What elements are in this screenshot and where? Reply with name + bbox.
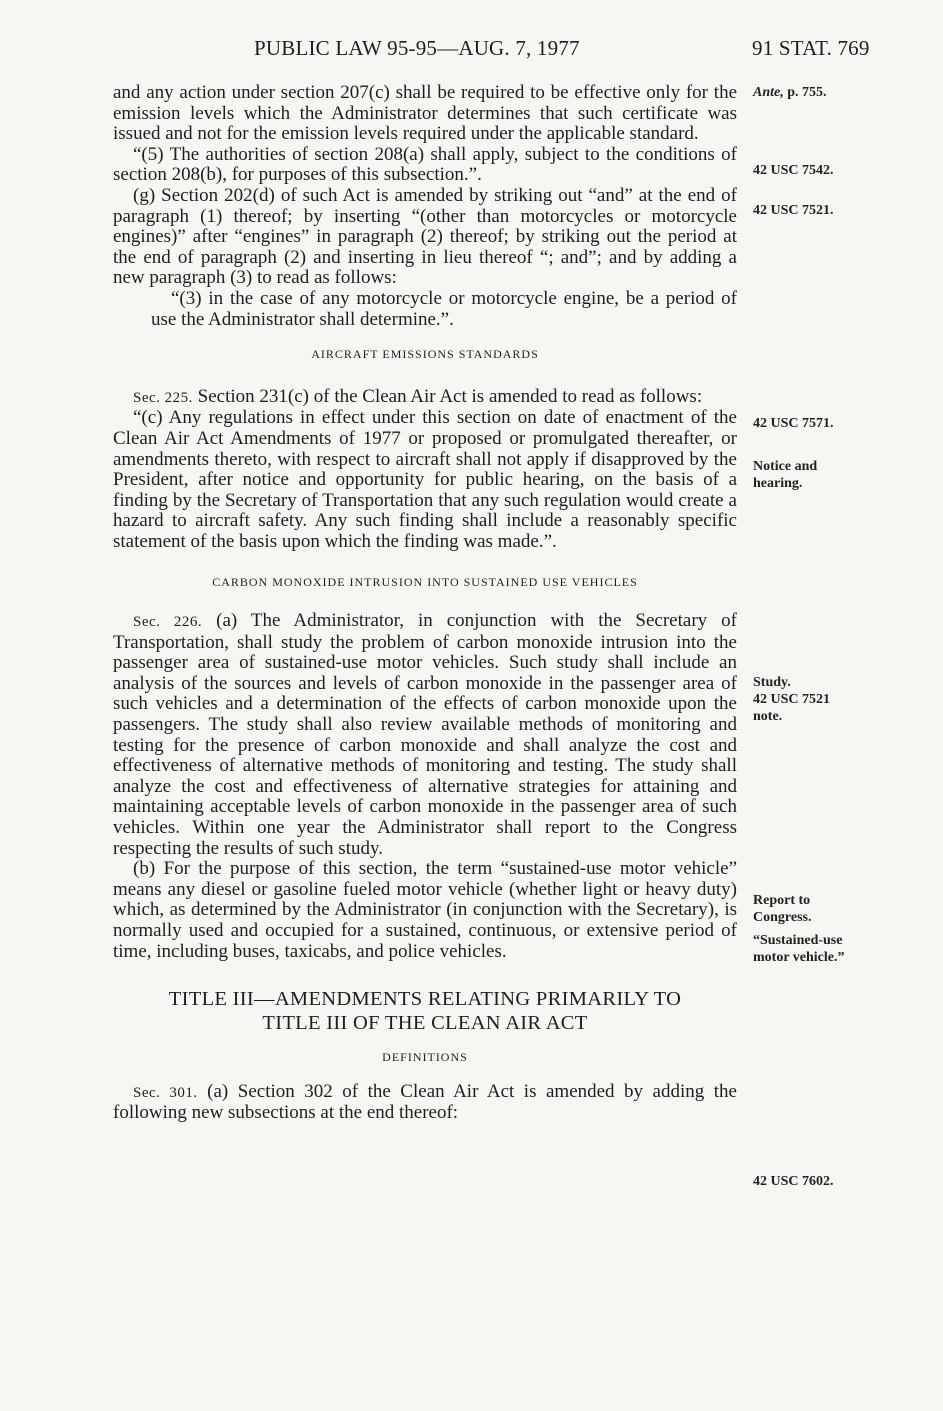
- margin-note-study: Study.: [753, 675, 791, 690]
- paragraph-continuation: and any action under section 207(c) shall be required to be effective only for the emission levels which the Administrator determines that such certificate was issued and not for the emission levels required under the applicable standard.: [113, 82, 737, 145]
- margin-note-ante: Ante, p. 755.: [753, 85, 827, 100]
- paragraph-subsection-b: (b) For the purpose of this section, the term “sustained-use motor vehicle” means any diesel or gasoline fueled motor vehicle (whether light or heavy duty) which, as determined by the Administrator (in conjunction with the Secretary), is normally used and occupied for a sustained, continuous, or extensive period of time, including buses, taxicabs, and police vehicles.: [113, 858, 737, 962]
- quoted-subsection-c: “(c) Any regulations in effect under this section on date of enactment of the Clean Air Act Amendments of 1977 or proposed or promulgated thereafter, or amendments thereto, with respect to aircraft shall not apply if disapproved by the President, after notice and opportunity for public hearing, on the basis of a finding by the Secretary of Transportation that any such regulation would create a hazard to aircraft safety. Any such finding shall include a reasonably specific statement of the basis upon which the finding was made.”.: [113, 407, 737, 552]
- running-header-title: PUBLIC LAW 95-95—AUG. 7, 1977: [254, 36, 580, 60]
- paragraph-subsection-g: (g) Section 202(d) of such Act is amended by striking out “and” at the end of paragraph (1) thereof; by inserting “(other than motorcycles or motorcycle engines)” after “engines” in paragraph (2) thereof; by striking out the period at the end of paragraph (2) and inserting in lieu thereof “; and”; and by adding a new paragraph (3) to read as follows:: [113, 184, 737, 289]
- margin-note-report-congress: Report to Congress.: [753, 893, 812, 925]
- margin-note-usc-7521: 42 USC 7521.: [753, 203, 834, 218]
- title-iii-heading: [113, 987, 737, 1035]
- section-text: (a) Section 302 of the Clean Air Act is amended by adding the following new subsections at the end thereof:: [113, 1080, 737, 1124]
- margin-note-notice-hearing: Notice and hearing.: [753, 459, 818, 491]
- section-label: Sec. 226.: [133, 614, 203, 631]
- margin-note-usc-7571: 42 USC 7571.: [753, 416, 834, 431]
- section-label: Sec. 225.: [133, 389, 193, 406]
- section-text: Section 231(c) of the Clean Air Act is amended to read as follows:: [192, 385, 703, 407]
- title-line-2: TITLE III OF THE CLEAN AIR ACT: [262, 1012, 588, 1035]
- quoted-paragraph-3: “(3) in the case of any motorcycle or motorcycle engine, be a period of use the Administrator shall determine.”.: [151, 287, 737, 330]
- margin-note-usc-7602: 42 USC 7602.: [753, 1174, 834, 1189]
- section-text: (a) The Administrator, in conjunction with the Secretary of Transportation, shall study the problem of carbon monoxide intrusion into the passenger area of sustained-use motor vehicles. Such study shall include an analysis of the sources and levels of carbon monoxide in the passenger area of such vehicles and a determination of the effects of carbon monoxide upon the passengers. The study shall also review available methods of monitoring and testing for the presence of carbon monoxide and shall analyze the cost and effectiveness of alternative methods of monitoring and testing. The study shall analyze the cost and effectiveness of alternative strategies for attaining and maintaining acceptable levels of carbon monoxide in the passenger area of such vehicles. Within one year the Administrator shall report to the Congress respecting the results of such study.: [113, 610, 737, 859]
- margin-note-sustained-use: “Sustained-use motor vehicle.”: [753, 933, 845, 965]
- section-226: [113, 611, 737, 859]
- title-line-1: TITLE III—AMENDMENTS RELATING PRIMARILY TO: [168, 988, 682, 1011]
- margin-note-usc-7542: 42 USC 7542.: [753, 163, 834, 178]
- section-heading-definitions: DEFINITIONS: [382, 1050, 468, 1065]
- main-text-column: [113, 83, 737, 1124]
- paragraph-subsection-5: “(5) The authorities of section 208(a) shall apply, subject to the conditions of section 208(b), for purposes of this subsection.”.: [113, 143, 737, 186]
- section-label: Sec. 301.: [133, 1084, 198, 1101]
- running-header-stat-page: 91 STAT. 769: [752, 36, 870, 60]
- margin-note-usc-7521-note: 42 USC 7521 note.: [753, 692, 831, 724]
- section-heading-aircraft: AIRCRAFT EMISSIONS STANDARDS: [311, 347, 539, 362]
- section-225: [113, 387, 737, 409]
- section-heading-carbon-monoxide: CARBON MONOXIDE INTRUSION INTO SUSTAINED USE VEHICLES: [212, 575, 638, 590]
- section-301: [113, 1082, 737, 1124]
